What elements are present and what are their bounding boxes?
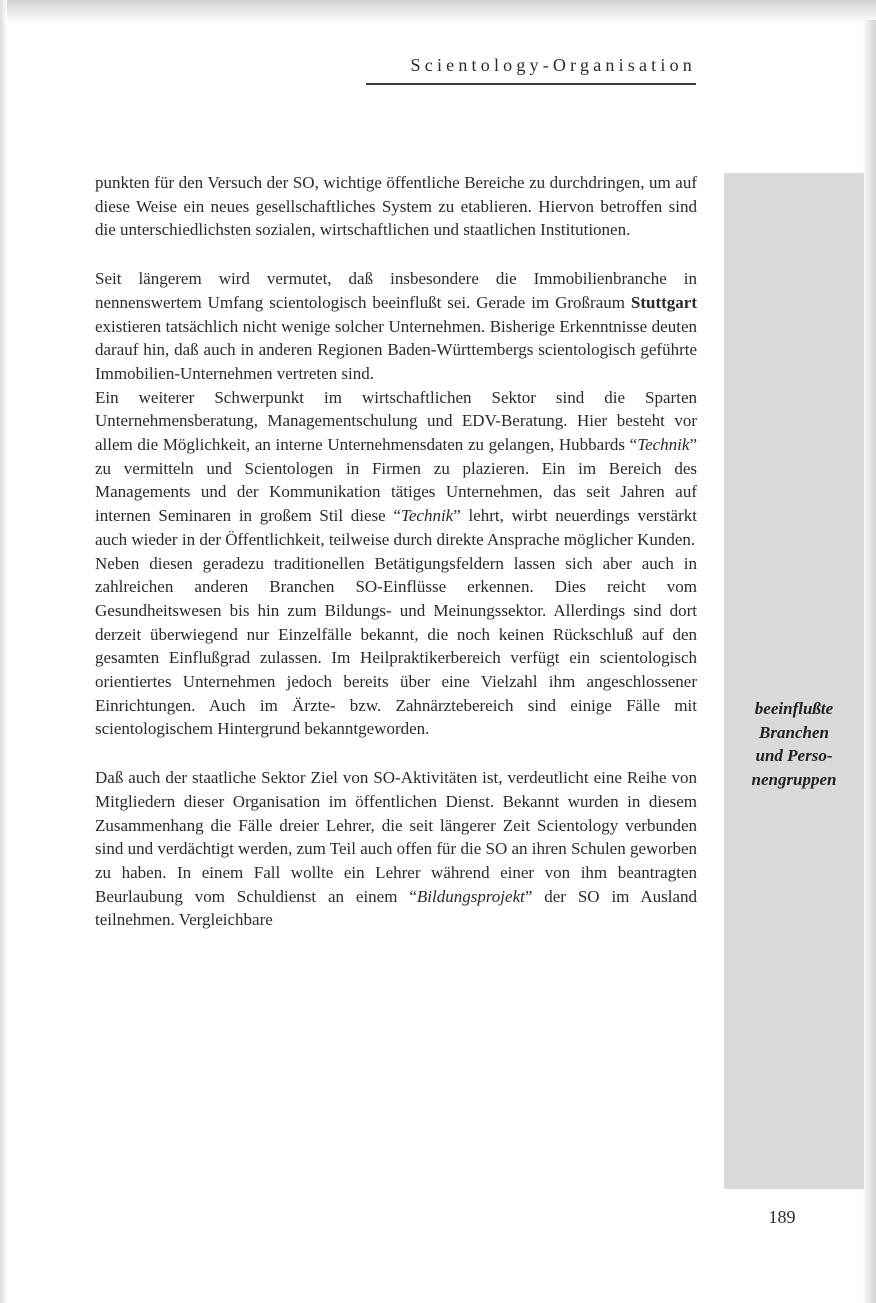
emphasis-bildungsprojekt: Bildungsprojekt: [416, 886, 525, 906]
paragraph-4: Neben diesen geradezu traditionellen Betätigungsfeldern lassen sich aber auch in zahlreichen anderen Branchen SO-Einflüsse erkennen. Dies reicht vom Gesundheitswesen bis hin zum Bildungs- und Meinungssektor. Allerdings sind dort derzeit überwiegend nur Einzelfälle bekannt, die noch keinen Rückschluß auf den gesamten Einflußgrad zulassen. Im Heilpraktikerbereich verfügt ein scientologisch orientiertes Unternehmen jedoch bereits über eine Vielzahl ihm angeschlossener Einrichtungen. Auch im Ärzte- bzw. Zahnärztebereich sind einige Fälle mit scientologischem Hintergrund bekanntgeworden.: [95, 553, 697, 739]
emphasis-technik: Technik: [400, 506, 454, 526]
emphasis-stuttgart: Stuttgart: [630, 292, 697, 312]
paragraph-2: [95, 267, 697, 386]
page-number: 189: [768, 1207, 796, 1227]
paragraph-3-text: Ein weiterer Schwerpunkt im wirtschaftlichen Sektor sind die Sparten Unternehmensberatung, Managementschulung und EDV-Beratung. Hier besteht vor allem die Möglichkeit, an interne Unternehmensdaten zu gelangen, Hubbards “: [95, 387, 697, 455]
scan-left-edge: [0, 0, 7, 1303]
margin-sidebar: [724, 173, 864, 1189]
header-rule: [366, 83, 696, 85]
paragraph-5-text: ” der SO im Ausland teilnehmen. Vergleichbare: [95, 886, 697, 930]
paragraph-5: [95, 766, 697, 932]
scan-top-shadow: [0, 0, 876, 24]
body-text: [95, 171, 697, 932]
paragraph-3-text: ” zu vermitteln und Scientologen in Firmen zu plazieren. Ein im Bereich des Managements und der Kommunikation tätiges Unternehmen, das seit Jahren auf internen Seminaren in großem Stil diese “: [95, 435, 697, 526]
margin-note-line: nengruppen: [751, 769, 837, 789]
paragraph-3: [95, 386, 697, 552]
margin-note-line: beeinflußte: [754, 699, 834, 718]
paragraph-2-text: existieren tatsächlich nicht wenige solcher Unternehmen. Bisherige Erkenntnisse deuten darauf hin, daß auch in anderen Regionen Baden-Württembergs scientologisch geführte Immobilien-Unternehmen vertreten sind.: [95, 316, 697, 383]
running-header: Scientology-Organisation: [410, 55, 696, 75]
margin-note-line: Branchen: [759, 722, 829, 742]
paragraph-2-text: Seit längerem wird vermutet, daß insbesondere die Immobilienbranche in nennenswertem Umfang scientologisch beeinflußt sei. Gerade im Großraum: [95, 269, 697, 312]
paragraph-1: punkten für den Versuch der SO, wichtige öffentliche Bereiche zu durchdringen, um auf diese Weise ein neues gesellschaftliches System zu etablieren. Hiervon betroffen sind die unterschiedlichsten sozialen, wirtschaftlichen und staatlichen Institutionen.: [95, 173, 697, 240]
paragraph-3-text: ” lehrt, wirbt neuerdings verstärkt auch wieder in der Öffentlichkeit, teilweise durch direkte Ansprache möglicher Kunden.: [95, 506, 697, 549]
emphasis-technik: Technik: [637, 435, 690, 455]
paragraph-5-text: Daß auch der staatliche Sektor Ziel von SO-Aktivitäten ist, verdeutlicht eine Reihe von Mitgliedern dieser Organisation im öffentlichen Dienst. Bekannt wurden in diesem Zusammenhang die Fälle dreier Lehrer, die seit längerer Zeit Scientology verbunden sind und verdächtigt werden, zum Teil auch offen für die SO an ihren Schulen geworben zu haben. In einem Fall wollte ein Lehrer während einer von ihm beantragten Beurlaubung vom Schuldienst an einem “: [95, 768, 697, 906]
scan-right-edge: [862, 20, 876, 1303]
margin-note-line: und Perso-: [755, 746, 833, 765]
margin-note: [724, 697, 864, 791]
